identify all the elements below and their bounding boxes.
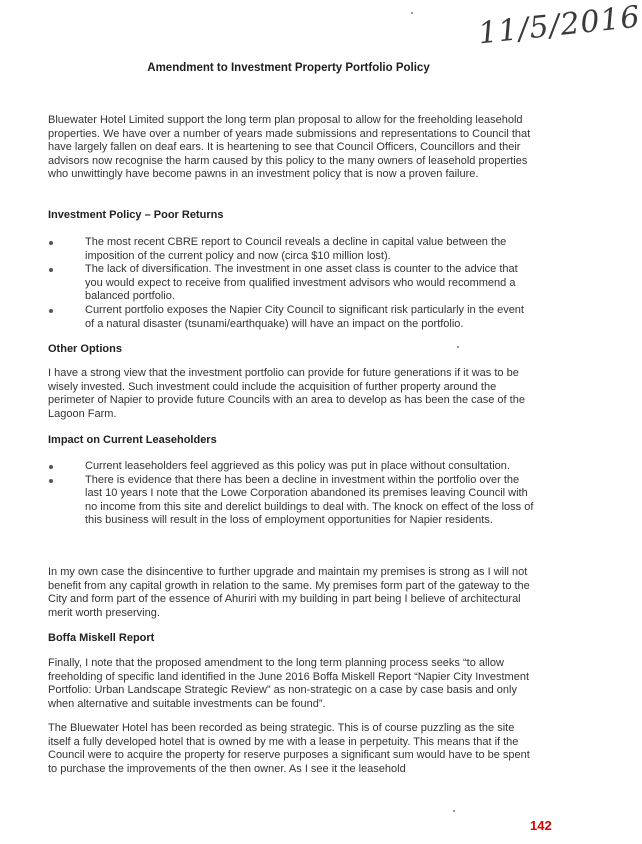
investment-policy-bullets — [48, 236, 536, 331]
own-case-paragraph: In my own case the disincentive to further upgrade and maintain my premises is strong as I will not benefit from any capital growth in relation to the same. My premises form part of the gateway to the City and form part of the essence of Ahuriri with my building in part being I believe of architectural merit worth preserving. — [48, 566, 530, 619]
section-heading-impact-leaseholders: Impact on Current Leaseholders — [48, 434, 217, 446]
scan-speck — [411, 12, 413, 14]
section-heading-investment-policy: Investment Policy – Poor Returns — [48, 209, 224, 221]
other-options-paragraph: I have a strong view that the investment portfolio can provide for future generations if it was to be wisely invested. Such investment could include the acquisition of further property around the perimeter of Napier to provide future Councils with an area to develop as has been the case of the Lagoon Farm. — [48, 367, 525, 420]
bullet-icon — [49, 465, 53, 469]
impact-leaseholders-bullets — [48, 460, 536, 528]
bluewater-hotel-paragraph: The Bluewater Hotel has been recorded as being strategic. This is of course puzzling as the site itself a fully developed hotel that is owned by me with a lease in perpetuity. This means that if the Council were to acquire the property for reserve purposes a significant sum would have to be spent to purchase the improvements of the then owner. As I see it the leasehold — [48, 722, 530, 775]
page-number: 142 — [530, 818, 552, 833]
scan-speck — [453, 810, 455, 812]
section-heading-other-options: Other Options — [48, 343, 122, 355]
section-heading-boffa-miskell: Boffa Miskell Report — [48, 632, 155, 644]
bullet-icon — [49, 241, 53, 245]
list-item: Current leaseholders feel aggrieved as this policy was put in place without consultation. — [48, 460, 536, 474]
bullet-icon — [49, 309, 53, 313]
boffa-miskell-paragraph: Finally, I note that the proposed amendment to the long term planning process seeks “to allow freeholding of specific land identified in the June 2016 Boffa Miskell Report “Napier City Investment Portfolio: Urban Landscape Strategic Review” as non-strategic on a case by case basis and only when alternative and suitable investments can be found”. — [48, 657, 530, 710]
document-title: Amendment to Investment Property Portfolio Policy — [147, 62, 430, 74]
handwritten-date: 11/5/2016 — [476, 0, 642, 52]
intro-paragraph: Bluewater Hotel Limited support the long term plan proposal to allow for the freeholding leasehold properties. We have over a number of years made submissions and representations to Council that have largely fallen on deaf ears. It is heartening to see that Council Officers, Councillors and their advisors now recognise the harm caused by this policy to the many owners of leasehold properties who unwittingly have become pawns in an investment policy that is now a proven failure. — [48, 114, 531, 181]
bullet-icon — [49, 479, 53, 483]
list-item: Current portfolio exposes the Napier City Council to significant risk particularly in the event of a natural disaster (tsunami/earthquake) will have an impact on the portfolio. — [48, 304, 536, 331]
list-item: The most recent CBRE report to Council reveals a decline in capital value between the imposition of the current policy and now (circa $10 million lost). — [48, 236, 536, 263]
bullet-icon — [49, 268, 53, 272]
list-item: The lack of diversification. The investment in one asset class is counter to the advice that you would expect to receive from qualified investment advisors who would recommend a balanced portfolio. — [48, 263, 536, 304]
list-item: There is evidence that there has been a decline in investment within the portfolio over the last 10 years I note that the Lowe Corporation abandoned its premises leaving Council with no income from this site and derelict buildings to deal with. The knock on effect of the loss of this business will result in the loss of employment opportunities for Napier residents. — [48, 474, 536, 528]
scan-speck — [457, 346, 459, 348]
